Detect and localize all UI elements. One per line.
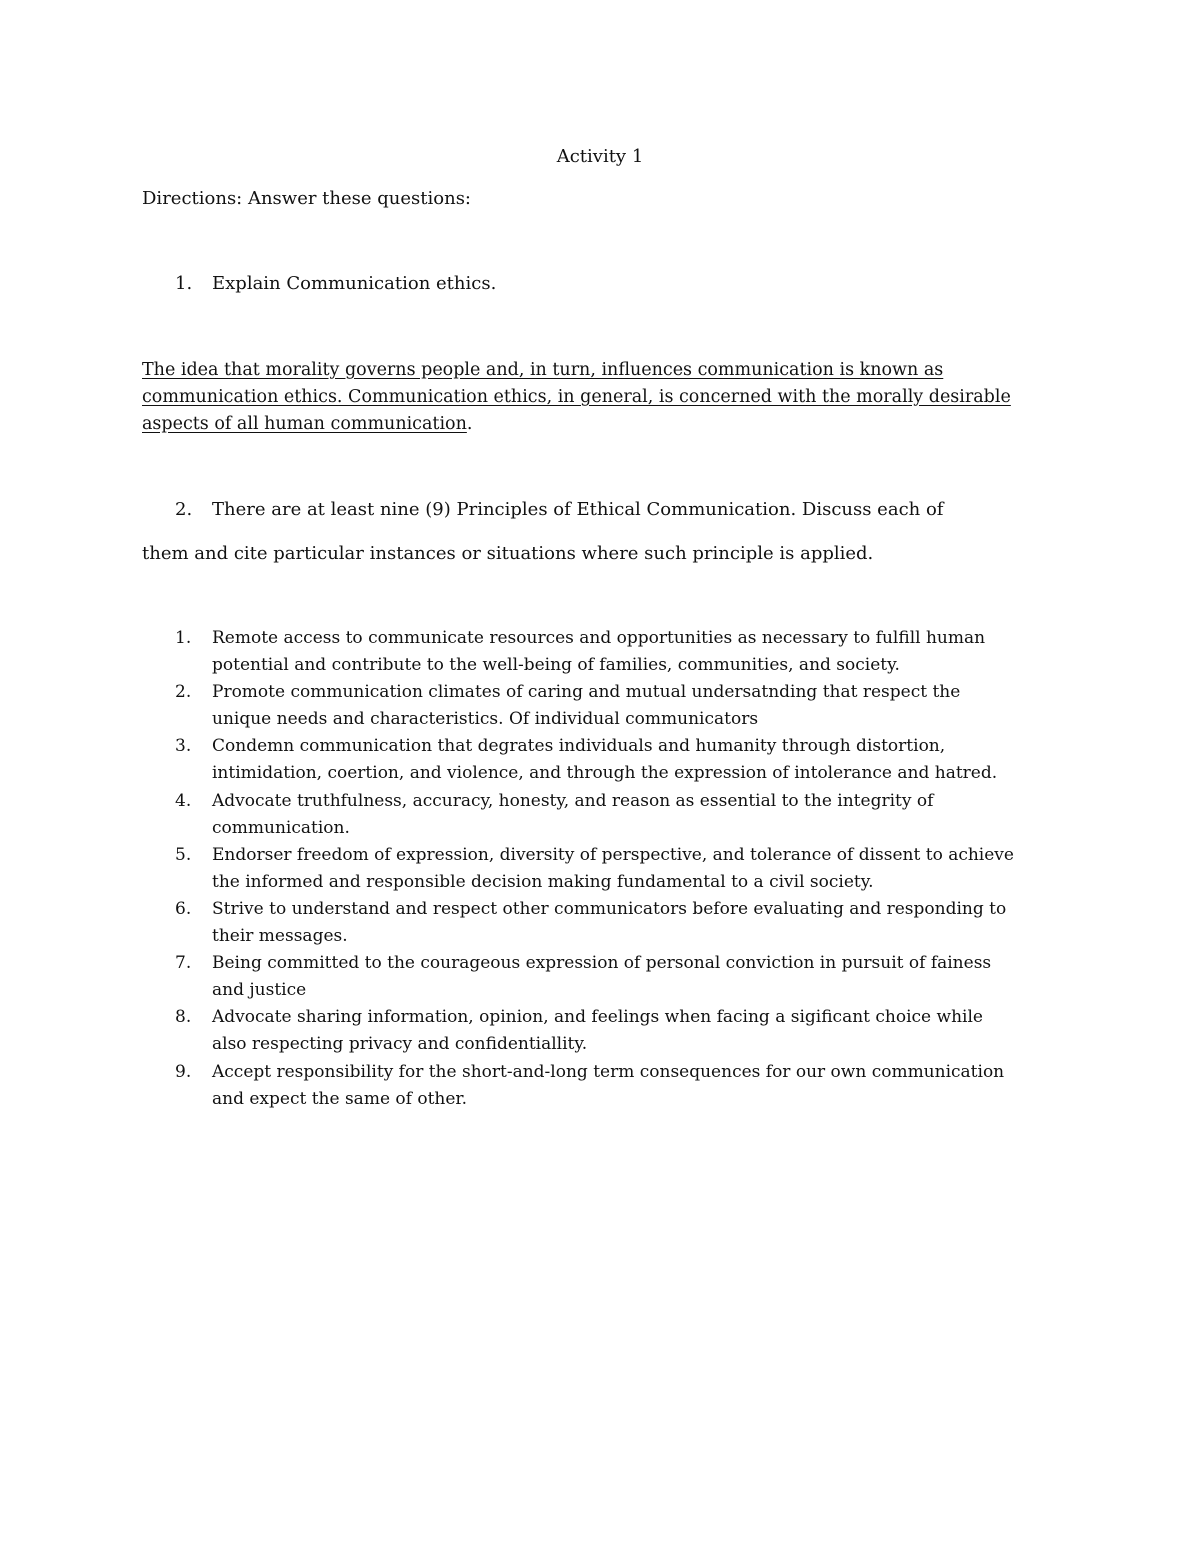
list-item-number: 6. <box>175 898 192 919</box>
list-item-line-2: their messages. <box>212 926 348 947</box>
answer-1 <box>142 357 1042 438</box>
list-item-number: 3. <box>175 736 192 757</box>
principles-list <box>175 625 1075 1113</box>
answer-1-line-1: The idea that morality governs people and, in turn, influences communication is known as <box>142 360 944 380</box>
question-1-text: Explain Communication ethics. <box>212 273 497 294</box>
list-item-line-1: Advocate truthfulness, accuracy, honesty, and reason as essential to the integrity of <box>212 790 934 811</box>
list-item-number: 9. <box>175 1061 192 1082</box>
list-item-line-2: the informed and responsible decision making fundamental to a civil society. <box>212 871 874 892</box>
question-1 <box>175 271 496 297</box>
list-item-line-2: potential and contribute to the well-being of families, communities, and society. <box>212 655 900 676</box>
list-item-line-1: Accept responsibility for the short-and-long term consequences for our own communication <box>212 1061 1005 1082</box>
question-2-number: 2. <box>175 499 193 520</box>
list-item-line-1: Being committed to the courageous expression of personal conviction in pursuit of fainess <box>212 953 992 974</box>
page-title: Activity 1 <box>556 146 644 167</box>
list-item <box>175 679 1075 733</box>
question-2-line-1: There are at least nine (9) Principles of Ethical Communication. Discuss each of <box>212 499 944 520</box>
list-item-line-2: communication. <box>212 817 350 838</box>
list-item <box>175 1059 1075 1113</box>
list-item-line-2: unique needs and characteristics. Of individual communicators <box>212 709 759 730</box>
list-item <box>175 625 1075 679</box>
list-item-number: 8. <box>175 1007 192 1028</box>
list-item-line-2: and expect the same of other. <box>212 1088 468 1109</box>
list-item-number: 5. <box>175 844 192 865</box>
list-item-line-2: and justice <box>212 980 307 1001</box>
list-item-line-1: Promote communication climates of caring and mutual undersatnding that respect the <box>212 682 961 703</box>
list-item-line-1: Remote access to communicate resources and opportunities as necessary to fulfill human <box>212 628 986 648</box>
list-item-line-2: intimidation, coertion, and violence, and through the expression of intolerance and hatred. <box>212 763 998 784</box>
list-item <box>175 788 1075 842</box>
list-item-number: 7. <box>175 953 192 974</box>
list-item-line-1: Strive to understand and respect other communicators before evaluating and responding to <box>212 898 1007 919</box>
list-item <box>175 896 1075 950</box>
list-item-number: 2. <box>175 682 192 703</box>
answer-1-line-3: aspects of all human communication <box>142 414 467 434</box>
list-item-line-2: also respecting privacy and confidentiallity. <box>212 1034 588 1055</box>
list-item-line-1: Endorser freedom of expression, diversity of perspective, and tolerance of dissent to achieve <box>212 844 1014 865</box>
list-item <box>175 842 1075 896</box>
question-1-number: 1. <box>175 273 193 294</box>
list-item-line-1: Condemn communication that degrates individuals and humanity through distortion, <box>212 736 946 757</box>
list-item-line-1: Advocate sharing information, opinion, and feelings when facing a sigificant choice while <box>212 1007 983 1028</box>
list-item <box>175 1004 1075 1058</box>
list-item <box>175 733 1075 787</box>
question-2 <box>175 497 943 523</box>
answer-1-line-2: communication ethics. Communication ethics, in general, is concerned with the morally desirable <box>142 387 1011 407</box>
question-2-line-2: them and cite particular instances or situations where such principle is applied. <box>142 543 874 564</box>
answer-1-line-3-end: . <box>466 414 473 434</box>
list-item <box>175 950 1075 1004</box>
list-item-number: 1. <box>175 628 192 648</box>
list-item-number: 4. <box>175 790 192 811</box>
directions-text: Directions: Answer these questions: <box>142 188 472 209</box>
